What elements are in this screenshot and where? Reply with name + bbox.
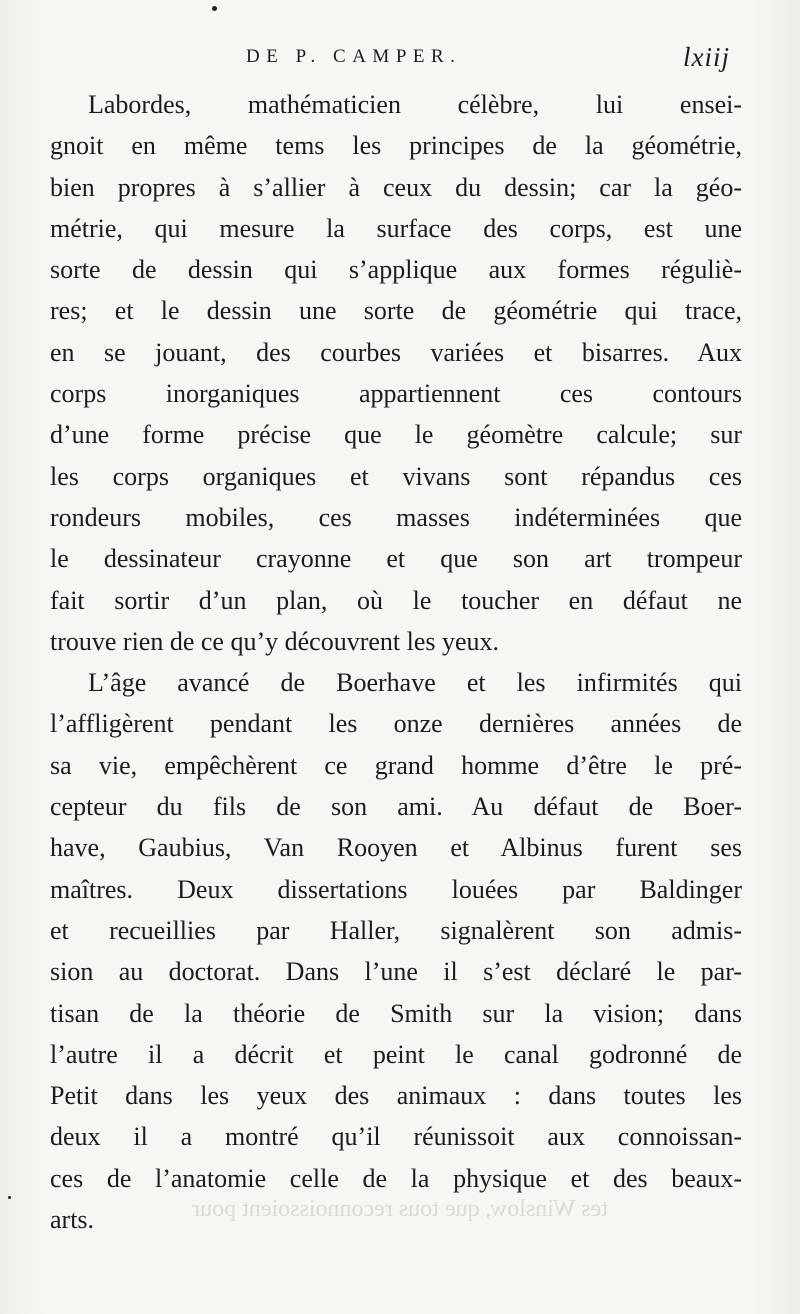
text-line: arts. — [50, 1205, 95, 1235]
ink-dot — [8, 1196, 11, 1199]
text-line: ces de l’anatomie celle de la physique et des beaux- — [50, 1163, 742, 1193]
text-line: les corps organiques et vivans sont répandus ces — [50, 461, 742, 491]
text-line: have, Gaubius, Van Rooyen et Albinus furent ses — [50, 833, 742, 863]
text-line: sion au doctorat. Dans l’une il s’est déclaré le par- — [50, 957, 742, 987]
text-line: trouve rien de ce qu’y découvrent les yeux. — [50, 626, 500, 656]
text-line: sorte de dessin qui s’applique aux formes réguliè- — [50, 255, 742, 285]
body-text — [50, 84, 742, 1240]
page-number: lxiij — [683, 42, 730, 72]
running-head: DE P. CAMPER. — [246, 46, 462, 67]
text-line: en se jouant, des courbes variées et bisarres. Aux — [50, 337, 742, 367]
text-line: l’affligèrent pendant les onze dernières années de — [50, 709, 742, 739]
text-line: et recueillies par Haller, signalèrent son admis- — [50, 915, 742, 945]
text-line: l’autre il a décrit et peint le canal godronné de — [50, 1039, 742, 1069]
text-line: cepteur du fils de son ami. Au défaut de Boer- — [50, 792, 742, 822]
text-line: deux il a montré qu’il réunissoit aux connoissan- — [50, 1122, 742, 1152]
text-line: Labordes, mathématicien célèbre, lui ensei- — [88, 90, 742, 119]
text-line: tisan de la théorie de Smith sur la vision; dans — [50, 998, 742, 1028]
text-line: d’une forme précise que le géomètre calcule; sur — [50, 420, 742, 450]
text-line: res; et le dessin une sorte de géométrie qui trace, — [50, 296, 742, 326]
text-line: corps inorganiques appartiennent ces contours — [50, 379, 742, 409]
text-line: gnoit en même tems les principes de la géométrie, — [50, 131, 742, 161]
text-line: maîtres. Deux dissertations louées par Baldinger — [50, 874, 742, 904]
text-line: L’âge avancé de Boerhave et les infirmités qui — [88, 668, 742, 698]
ink-dot — [212, 6, 217, 11]
paragraph-1 — [50, 84, 742, 662]
text-line: sa vie, empêchèrent ce grand homme d’être le pré- — [50, 750, 742, 780]
text-line: métrie, qui mesure la surface des corps, est une — [50, 213, 742, 243]
text-line: fait sortir d’un plan, où le toucher en défaut ne — [50, 585, 742, 615]
bleed-through-text: tes Winslow, que tous reconnoissoient pour — [192, 1196, 608, 1222]
text-line: le dessinateur crayonne et que son art trompeur — [50, 544, 742, 574]
paragraph-2 — [50, 662, 742, 1240]
text-line: bien propres à s’allier à ceux du dessin; car la géo- — [50, 172, 742, 202]
text-line: Petit dans les yeux des animaux : dans toutes les — [50, 1081, 742, 1111]
text-line: rondeurs mobiles, ces masses indéterminées que — [50, 502, 742, 532]
page-header — [50, 44, 740, 78]
